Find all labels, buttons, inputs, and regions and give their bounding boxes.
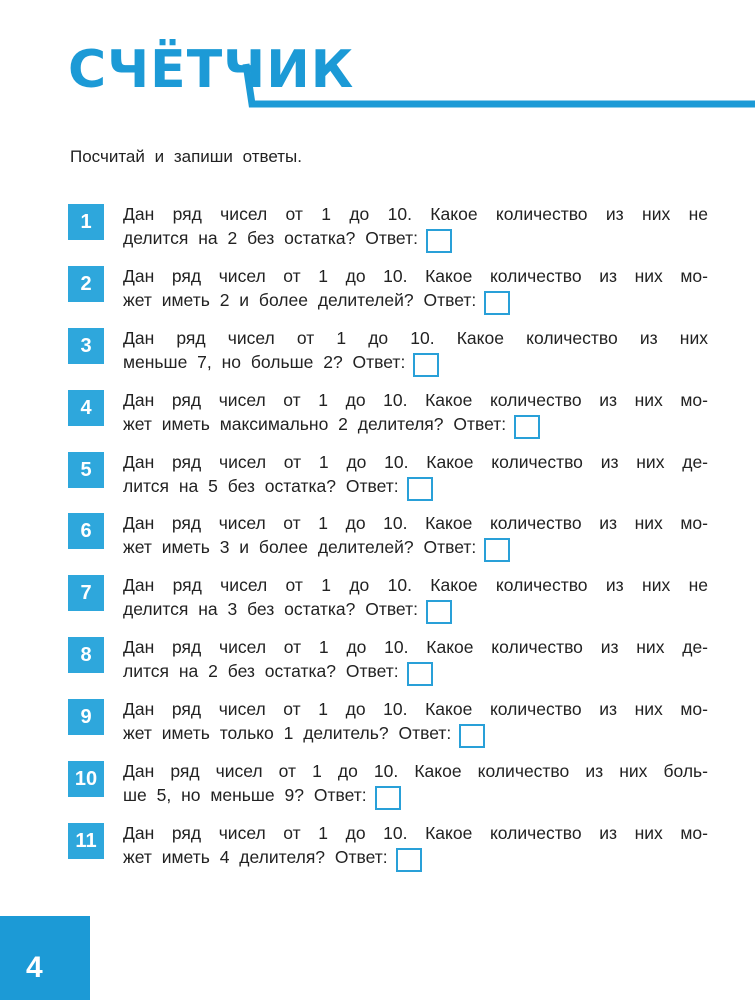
task-item	[68, 698, 708, 750]
task-number-badge: 2	[68, 266, 104, 302]
task-text-line2: делится на 3 без остатка? Ответ:	[123, 599, 708, 624]
title-underline	[0, 0, 755, 130]
task-text-line2: жет иметь 2 и более делителей? Ответ:	[123, 290, 708, 315]
task-text-line1: Дан ряд чисел от 1 до 10. Какое количество из них не	[123, 204, 708, 224]
task-text-line1: Дан ряд чисел от 1 до 10. Какое количество из них не	[123, 575, 708, 595]
task-item	[68, 574, 708, 626]
task-text-line1: Дан ряд чисел от 1 до 10. Какое количество из них мо-	[123, 699, 708, 719]
answer-box[interactable]	[396, 848, 422, 872]
task-number-badge: 7	[68, 575, 104, 611]
task-text-line1: Дан ряд чисел от 1 до 10. Какое количество из них де-	[123, 637, 708, 657]
task-item	[68, 203, 708, 255]
answer-box[interactable]	[459, 724, 485, 748]
task-text-line2: жет иметь максимально 2 делителя? Ответ:	[123, 414, 708, 439]
task-text-line2: лится на 5 без остатка? Ответ:	[123, 476, 708, 501]
task-text-line1: Дан ряд чисел от 1 до 10. Какое количество из них мо-	[123, 390, 708, 410]
answer-box[interactable]	[426, 600, 452, 624]
task-item	[68, 389, 708, 441]
answer-box[interactable]	[375, 786, 401, 810]
task-number-badge: 4	[68, 390, 104, 426]
task-text-line1: Дан ряд чисел от 1 до 10. Какое количество из них мо-	[123, 513, 708, 533]
task-item	[68, 327, 708, 379]
task-item	[68, 636, 708, 688]
task-text-line1: Дан ряд чисел от 1 до 10. Какое количество из них де-	[123, 452, 708, 472]
task-item	[68, 451, 708, 503]
answer-box[interactable]	[413, 353, 439, 377]
task-text-line1: Дан ряд чисел от 1 до 10. Какое количество из них	[123, 328, 708, 348]
task-text-line2: лится на 2 без остатка? Ответ:	[123, 661, 708, 686]
task-number-badge: 8	[68, 637, 104, 673]
task-number-badge: 6	[68, 513, 104, 549]
instruction-text: Посчитай и запиши ответы.	[70, 147, 302, 166]
task-item	[68, 822, 708, 874]
task-number-badge: 1	[68, 204, 104, 240]
task-text-line2: жет иметь 3 и более делителей? Ответ:	[123, 537, 708, 562]
task-text-line1: Дан ряд чисел от 1 до 10. Какое количество из них боль-	[123, 761, 708, 781]
task-text-line2: жет иметь 4 делителя? Ответ:	[123, 847, 708, 872]
answer-box[interactable]	[514, 415, 540, 439]
task-item	[68, 760, 708, 812]
task-text-line2: меньше 7, но больше 2? Ответ:	[123, 352, 708, 377]
answer-box[interactable]	[407, 662, 433, 686]
task-number-badge: 9	[68, 699, 104, 735]
task-item	[68, 512, 708, 564]
page-title: СЧЁТЧИК	[68, 40, 355, 100]
task-number-badge: 10	[68, 761, 104, 797]
answer-box[interactable]	[484, 291, 510, 315]
task-text-line2: делится на 2 без остатка? Ответ:	[123, 228, 708, 253]
page-number-tab	[0, 916, 90, 1000]
answer-box[interactable]	[426, 229, 452, 253]
task-text-line1: Дан ряд чисел от 1 до 10. Какое количество из них мо-	[123, 266, 708, 286]
task-number-badge: 11	[68, 823, 104, 859]
page-number: 4	[26, 951, 43, 984]
task-text-line2: жет иметь только 1 делитель? Ответ:	[123, 723, 708, 748]
answer-box[interactable]	[407, 477, 433, 501]
task-text-line2: ше 5, но меньше 9? Ответ:	[123, 785, 708, 810]
task-number-badge: 3	[68, 328, 104, 364]
task-number-badge: 5	[68, 452, 104, 488]
task-item	[68, 265, 708, 317]
answer-box[interactable]	[484, 538, 510, 562]
task-text-line1: Дан ряд чисел от 1 до 10. Какое количество из них мо-	[123, 823, 708, 843]
